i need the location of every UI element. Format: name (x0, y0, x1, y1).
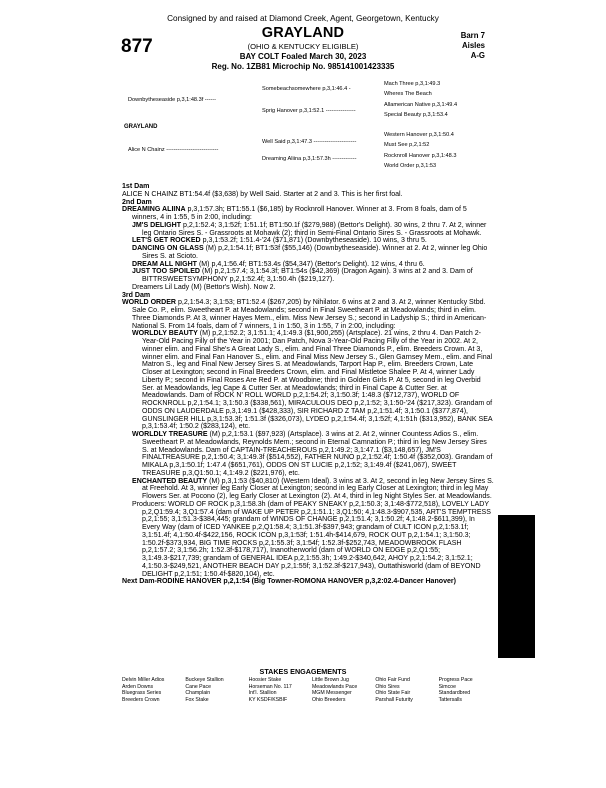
pedigree-ds-dam: Must See p,2,1:52 (384, 142, 430, 148)
stakes-col: Hoosier Stake Horseman No. 117 Int'l. Stallion KY KSDF/KSBIF (248, 677, 292, 703)
barn-number: Barn 7 (460, 31, 485, 40)
third-dam-entry: WORLDLY BEAUTY (M) p,2,1:52.2; 3,1:51.1; 4,1:49.3 ($1,900,255) (Artsplace). 21 wins, 2 thru 4. Dan Patch 2-Year-Old Pacing Filly of the Year in 2001; Dan Patch, Nova 3-Year-Old Pacing Filly of the Year in 2002. At 2, winner elim. and Final She's A Great Lady S., elim. and Final Three Diamonds P., elim. Breeders Crown. At 3, winner elim. and Final Fan Hanover S., elim. and Final Miss New Jersey S., Glen Garnsey Mem., elim. and Final Matron S., leg and Final New Jersey Sires S. at Meadowlands, Tarport Hap P., elim. Breeders Crown, Late Closer at Lexington; second in Final Breeders Crown, elim. and Final Mistletoe Shalee P. At 4, winner Lady Liberty P.; second in Final Roses Are Red P. at Woodbine; third in Golden Girls P. At 5, second in leg Overbid Ser. at Meadowlands, leg Cape & Cutter Ser. at Meadowlands; third in Final Cape & Cutter Ser. at Meadowlands. Dam of ROCK N' ROLL WORLD p,2,1:54.2f; 3,1:50.3f; 1:48.3 ($712,737), WORLD OF ROCKNROLL p,2,1:54.1; 3,1:50.3 ($338,561), MIRACULOUS DEO p,2,1:52; 3,1:50-'24 ($217,323). Grandam of ODDS ON LAUDERDALE p,3,1:49.1 ($428,333), SIR RICHARD Z TAM p,2,1:51.4f; 3,1:50.1 ($377,874), GUNSLINGER HILL p,3,1:53.3f; 1:51.3f ($326,073), LYDEO p,2,1:54.4f; 3,1:52f; 4,1:51h ($313,952), BANK SEA p,3,1:53.4f; 1:50.2 ($283,124), etc. (132, 330, 493, 431)
second-dam-entry: DANCING ON GLASS (M) p,2,1:54.1f; BT1:53f ($55,146) (Downbytheseaside). Winner at 2. At 2, winner leg Ohio Sires S. at Scioto. (132, 245, 488, 260)
third-dam-entry: ENCHANTED BEAUTY (M) p,3,1:53 ($40,810) (Western Ideal). 3 wins at 3. At 2, second in leg New Jersey Sires S. at Freehold. At 3, winner leg Early Closer at Lexington; second in leg Early Closer at Lexington; third in leg May Flowers Ser. at Pocono (2), leg Early Closer at Lexington (2). At 4, third in leg Night Styles Ser. at Meadowlands. (132, 477, 494, 500)
second-dam-intro: DREAMING ALIINA p,3,1:57.3h; BT1:55.1 ($6,185) by Rocknroll Hanover. Winner at 3. From 8 foals, dam of 5 winners, 4 in 1:55, 5 in 2:00, including: (122, 206, 467, 221)
first-dam-text: ALICE N CHAINZ BT1:54.4f ($3,638) by Well Said. Starter at 2 and 3. This is her first foal. (122, 190, 403, 198)
pedigree-sire-sire: Somebeachsomewhere p,3,1:46.4 - (262, 86, 351, 92)
third-dam-heading: 3rd Dam (122, 291, 151, 299)
producers-paragraph: Producers: WORLD OF ROCK p,3,1:58.3h (dam of PEAKY SNEAKY p,2,1:50.3; 3,1:48-$772,518), LOVELY LADY p,2,Q1:59.4; 3,Q1:57.4 (dam of WAKE UP PETER p,2,1:51.1; 3,Q1:50; 4,1:48.3-$907,535, ART'S TEMPTRESS p,2,1:55; 3,1:51.3-$384,445; grandam of WINDS OF CHANGE p,2,1:51.4; 3,1:50.2f; 4,1:48.2-$611,399), In Every Way (dam of ICED YANKEE p,2,Q1:58.4; 3,1:51.3f-$397,943; grandam of CULT ICON p,2,1:53.1f; 3,1:51.4f; 4,1:50.4f-$422,156, ROCK ICON p,3,1:53f; 1:51.4h-$414,679, ROCK OUT p,2,1:54.1; 3,1:50.3; 1:50.2f-$373,934, BIG TIME ROCKS p,2,1:55.3f; 3,1:54f; 1:52.3f-$252,743, MEADOWBROOK FLASH p,2,1:57.2; 3,1:56.2h; 1:52.3f-$178,717), Inanotherworld (dam of WORLD ON EDGE p,2,Q1:55; 3,1:49.3-$217,739; grandam of GENERAL IDEA p,2,1:55.3h; 1:49.2-$340,642, AHOY p,2,1:54.2; 3,1:52.1; 4,1:50.3-$249,521, ANOTHER BEACH DAY p,2,1:55f; 3,1:52.3f-$217,943), Outtathisworld (dam of BEYOND DELIGHT p,2,1:51; 1:50.4f-$820,104), etc. (132, 500, 491, 578)
stakes-col: Delvin Miller Adios Arden Downs Bluegrass Series Breeders Crown (122, 677, 165, 703)
pedigree-dam-dam: Dreaming Aliina p,3,1:57.3h ------------- (262, 156, 357, 162)
stakes-title: STAKES ENGAGEMENTS (259, 667, 347, 676)
pedigree-dd-dam: World Order p,3,1:53 (384, 163, 437, 169)
foaled-line: BAY COLT Foaled March 30, 2023 (239, 52, 367, 61)
stakes-col: Progress Pace Simcoe Standardbred Tattersalls (438, 677, 473, 703)
pedigree-ds-sire: Western Hanover p,3,1:50.4 (384, 132, 454, 138)
second-dam-last: Dreamers Lil Lady (M) (Bettor's Wish). Now 2. (132, 283, 276, 291)
pedigree-sd-dam: Special Beauty p,3,1:53.4 (384, 112, 448, 118)
pedigree-ss-dam: Wheres The Beach (384, 91, 432, 97)
stakes-col: Ohio Fair Fund Ohio Sires Ohio State Fair Parshall Futurity (375, 677, 413, 703)
stakes-grid (122, 677, 502, 703)
pedigree-foal: GRAYLAND (124, 124, 158, 130)
page-tab-marker (498, 515, 535, 658)
eligibility: (OHIO & KENTUCKY ELIGIBLE) (247, 42, 359, 51)
second-dam-entry: JM'S DELIGHT p,2,1:52.4; 3,1:52f; 1:51.1f; BT1:50.1f ($279,988) (Bettor's Delight). 30 wins, 2 thru 7. At 2, winner leg Ontario Sires S. - Grassroots at Mohawk (2); third in Semi-Final Ontario Sires S. - Grassroots at Mohawk. (132, 221, 487, 237)
second-dam-entry: DREAM ALL NIGHT (M) p,4,1:56.4f; BT1:53.4s ($54,347) (Bettor's Delight). 12 wins, 4 thru 6. (132, 260, 425, 268)
second-dam-entry: LET'S GET ROCKED p,3,1:53.2f; 1:51.4-'24 ($71,871) (Downbytheseaside). 10 wins, 3 thru 5. (132, 237, 427, 245)
third-dam-entry: WORLDLY TREASURE (M) p,2,1:53.1 ($97,923) (Artsplace). 3 wins at 2. At 2, winner Countess Adios S., elim. Sweetheart P. at Meadowlands, Reynolds Mem.; second in Eternal Camnation P.; third in leg New Jersey Sires S. at Meadowlands. Dam of CAPTAIN-TREACHEROUS p,2,1:49.2; 3,1:47.1 ($3,148,657), JM'S FINALTREASURE p,2,1:50.4; 3,1:49.3f ($514,552), FATHER NUNO p,2,1:52.4f; 1:50.4f ($352,003). Grandam of MIKALA p,3,1:50.1f; 1:47.4 ($651,761), ODDS ON ST LUCIE p,2,1:52; 3,1:49.4f ($241,067), SWEET TREASURE p,3,Q1:50.1; 4,1:49.2 ($221,976), etc. (132, 431, 493, 477)
first-dam-heading: 1st Dam (122, 183, 150, 190)
aisle-range: A-G (470, 51, 485, 60)
horse-name: GRAYLAND (261, 25, 345, 41)
next-dam: Next Dam-RODINE HANOVER p,2,1:54 (Big Towner-ROMONA HANOVER p,3,2:02.4-Dancer Hanover) (122, 578, 457, 586)
pedigree-sire: Downbytheseaside p,3,1:48.3f ------ (128, 97, 216, 103)
hip-number: 877 (121, 36, 153, 57)
aisles-label: Aisles (462, 41, 485, 50)
catalog-body (122, 183, 494, 586)
third-dam-intro: WORLD ORDER p,2,1:54.3; 3,1:53; BT1:52.4 ($267,205) by Nihilator. 6 wins at 2 and 3. At 2, winner Kentucky Stbd. Sale Co. P., elim. Sweetheart P. at Meadowlands; second in Final Sweetheart P. at Meadowlands; third in elim. Three Diamonds P. At 3, winner Hayes Mem., elim. Miss New Jersey S.; second in Ladyship S.; third in American-National S. From 14 foals, dam of 7 winners, 1 in 1:50, 3 in 1:55, 7 in 2:00, including: (122, 299, 487, 330)
pedigree-dam-sire: Well Said p,3,1:47.3 ----------------------- (262, 139, 357, 145)
pedigree-dd-sire: Rocknroll Hanover p,3,1:48.3 (384, 153, 457, 159)
pedigree-ss-sire: Mach Three p,3,1:49.3 (384, 81, 441, 87)
second-dam-heading: 2nd Dam (122, 198, 152, 206)
consignor-line: Consigned by and raised at Diamond Creek, Agent, Georgetown, Kentucky (167, 14, 439, 23)
second-dam-entry: JUST TOO SPOILED (M) p,2,1:57.4; 3,1:54.3f; BT1:54s ($42,369) (Dragon Again). 3 wins at 2 and 3. Dam of BITTRSWEETSYMPHONY p,2,1:52.4f; 3,1:50.4h ($219,127). (132, 268, 473, 283)
stakes-col: Little Brown Jug Meadowlands Pace MGM Messenger Ohio Breeders (311, 677, 358, 703)
barn-location (440, 31, 485, 61)
pedigree-dam: Alice N Chainz ---------------------------- (128, 147, 219, 153)
pedigree-sd-sire: Allamerican Native p,3,1:49.4 (384, 102, 458, 108)
registration-line: Reg. No. 1ZB81 Microchip No. 985141001423335 (211, 62, 395, 71)
stakes-col: Buckeye Stallion Cane Pace Champlain Fox Stake (185, 677, 224, 703)
pedigree-sire-dam: Sprig Hanover p,3,1:52.1 ---------------- (262, 108, 356, 114)
